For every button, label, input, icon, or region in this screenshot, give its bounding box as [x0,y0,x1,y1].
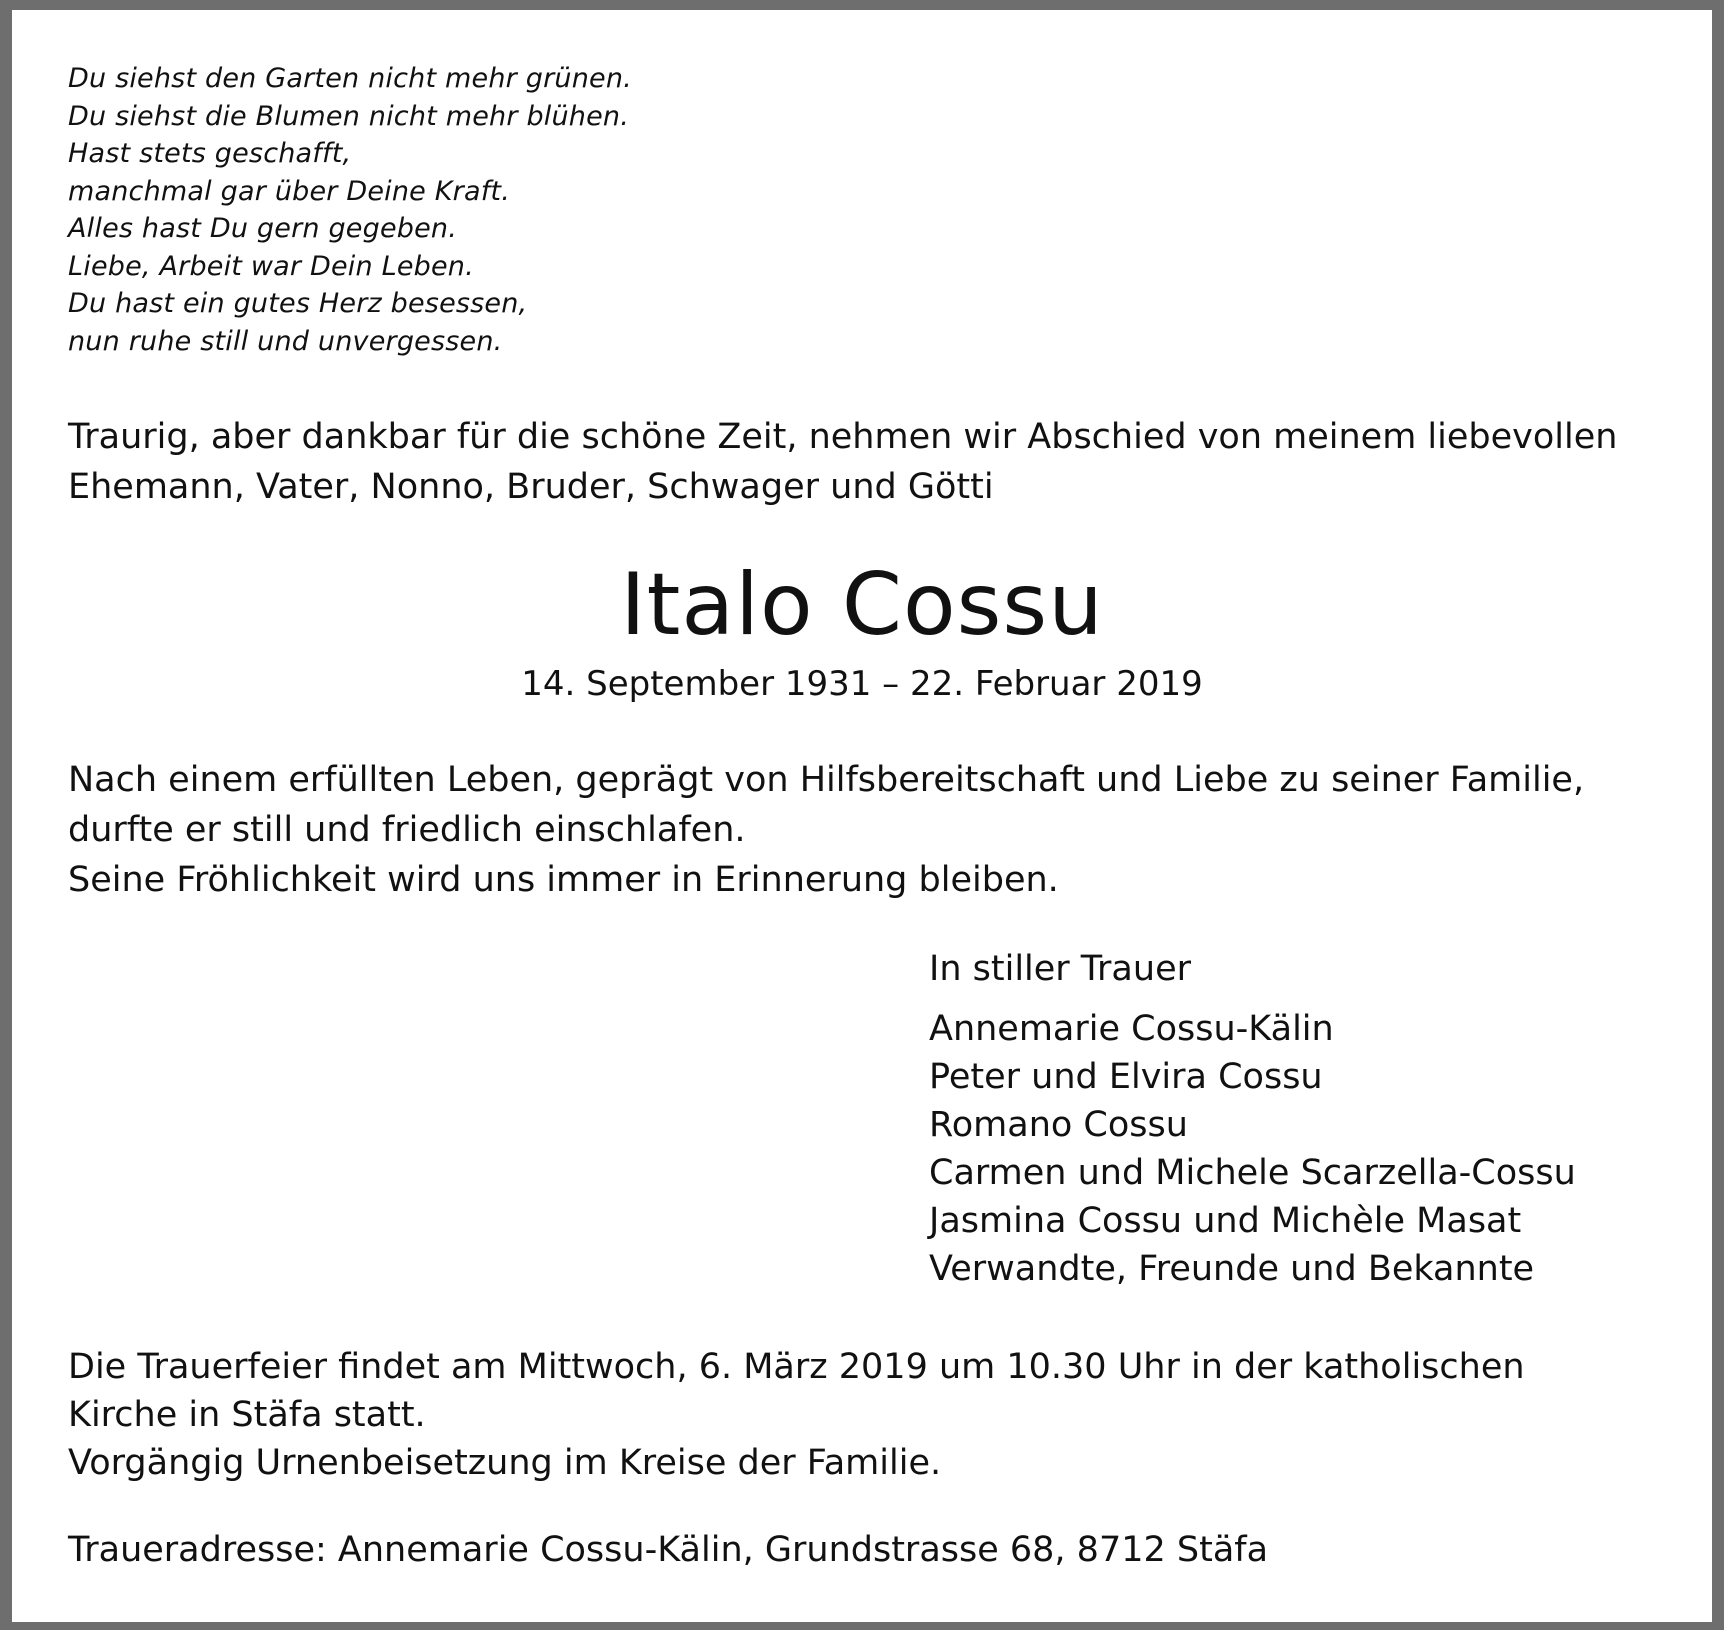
mourner-name: Carmen und Michele Scarzella-Cossu [929,1153,1576,1193]
mourner-name: Verwandte, Freunde und Bekannte [929,1249,1535,1289]
poem-line: Du siehst den Garten nicht mehr grünen. [68,63,632,94]
service-line: Die Trauerfeier findet am Mittwoch, 6. März 2019 um 10.30 Uhr in der katholischen [68,1347,1525,1387]
mourning-address: Traueradresse: Annemarie Cossu-Kälin, Grundstrasse 68, 8712 Stäfa [68,1530,1269,1570]
poem-line: Alles hast Du gern gegeben. [68,213,458,244]
intro-paragraph [68,412,1668,512]
poem-line: nun ruhe still und unvergessen. [68,325,503,357]
poem-line: Du siehst die Blumen nicht mehr blühen. [68,100,630,132]
mourner-name: Romano Cossu [929,1105,1188,1145]
obituary-notice [12,10,1712,1622]
poem-line: Liebe, Arbeit war Dein Leben. [68,250,474,282]
intro-line: Ehemann, Vater, Nonno, Bruder, Schwager und Götti [68,467,994,507]
mourners-heading: In stiller Trauer [929,949,1191,989]
tribute-line: Nach einem erfüllten Leben, geprägt von Hilfsbereitschaft und Liebe zu seiner Familie, [68,760,1585,800]
poem-line: Hast stets geschafft, [68,138,352,169]
intro-line: Traurig, aber dankbar für die schöne Zeit, nehmen wir Abschied von meinem liebevollen [68,417,1618,457]
mourner-name: Annemarie Cossu-Kälin [929,1009,1334,1049]
life-dates: 14. September 1931 – 22. Februar 2019 [521,664,1203,704]
poem-line: Du hast ein gutes Herz besessen, [68,288,528,319]
tribute-line: durfte er still und friedlich einschlafen. [68,810,746,850]
deceased-name: Italo Cossu [620,555,1104,655]
tribute-paragraph [68,755,1668,905]
tribute-line: Seine Fröhlichkeit wird uns immer in Erinnerung bleiben. [68,860,1059,900]
service-line: Kirche in Stäfa statt. [68,1395,426,1435]
mourners-block [929,945,1576,1293]
poem [68,60,632,360]
poem-line: manchmal gar über Deine Kraft. [68,175,510,207]
service-line: Vorgängig Urnenbeisetzung im Kreise der Familie. [68,1443,942,1483]
service-paragraph [68,1343,1668,1487]
mourner-name: Jasmina Cossu und Michèle Masat [929,1201,1522,1241]
mourner-name: Peter und Elvira Cossu [929,1057,1323,1097]
